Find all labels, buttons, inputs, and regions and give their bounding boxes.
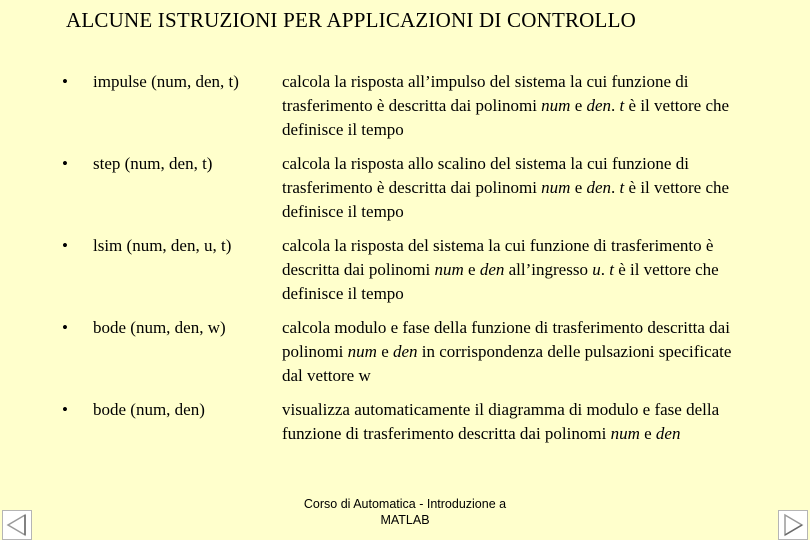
command-lsim: lsim (num, den, u, t) <box>93 236 232 255</box>
bullet: • <box>62 154 68 173</box>
triangle-right-icon <box>779 511 807 539</box>
bullet: • <box>62 236 68 255</box>
bullet: • <box>62 72 68 91</box>
previous-slide-button[interactable] <box>2 510 32 540</box>
description-bode: visualizza automaticamente il diagramma di modulo e fase della funzione di trasferimento descritta dai polinomi num e den <box>282 400 720 443</box>
description-impulse: calcola la risposta all’impulso del sistema la cui funzione di trasferimento è descritta dai polinomi num e den. t è il vettore che definisce il tempo <box>282 72 730 139</box>
slide-title: ALCUNE ISTRUZIONI PER APPLICAZIONI DI CONTROLLO <box>66 8 636 32</box>
footer <box>292 496 518 528</box>
description-step: calcola la risposta allo scalino del sistema la cui funzione di trasferimento è descritta dai polinomi num e den. t è il vettore che definisce il tempo <box>282 154 730 221</box>
bullet: • <box>62 400 68 419</box>
command-step: step (num, den, t) <box>93 154 213 173</box>
footer-line-1: Corso di Automatica - Introduzione a <box>303 497 507 511</box>
next-slide-button[interactable] <box>778 510 808 540</box>
description-bode-w: calcola modulo e fase della funzione di trasferimento descritta dai polinomi num e den in corrispondenza delle pulsazioni specificate dal vettore w <box>282 318 732 385</box>
triangle-left-icon <box>3 511 31 539</box>
footer-line-2: MATLAB <box>380 513 430 527</box>
command-bode: bode (num, den) <box>93 400 205 419</box>
bullet: • <box>62 318 68 337</box>
description-lsim: calcola la risposta del sistema la cui funzione di trasferimento è descritta dai polinomi num e den all’ingresso u. t è il vettore che definisce il tempo <box>282 236 719 303</box>
command-impulse: impulse (num, den, t) <box>93 72 239 91</box>
command-bode-w: bode (num, den, w) <box>93 318 226 337</box>
